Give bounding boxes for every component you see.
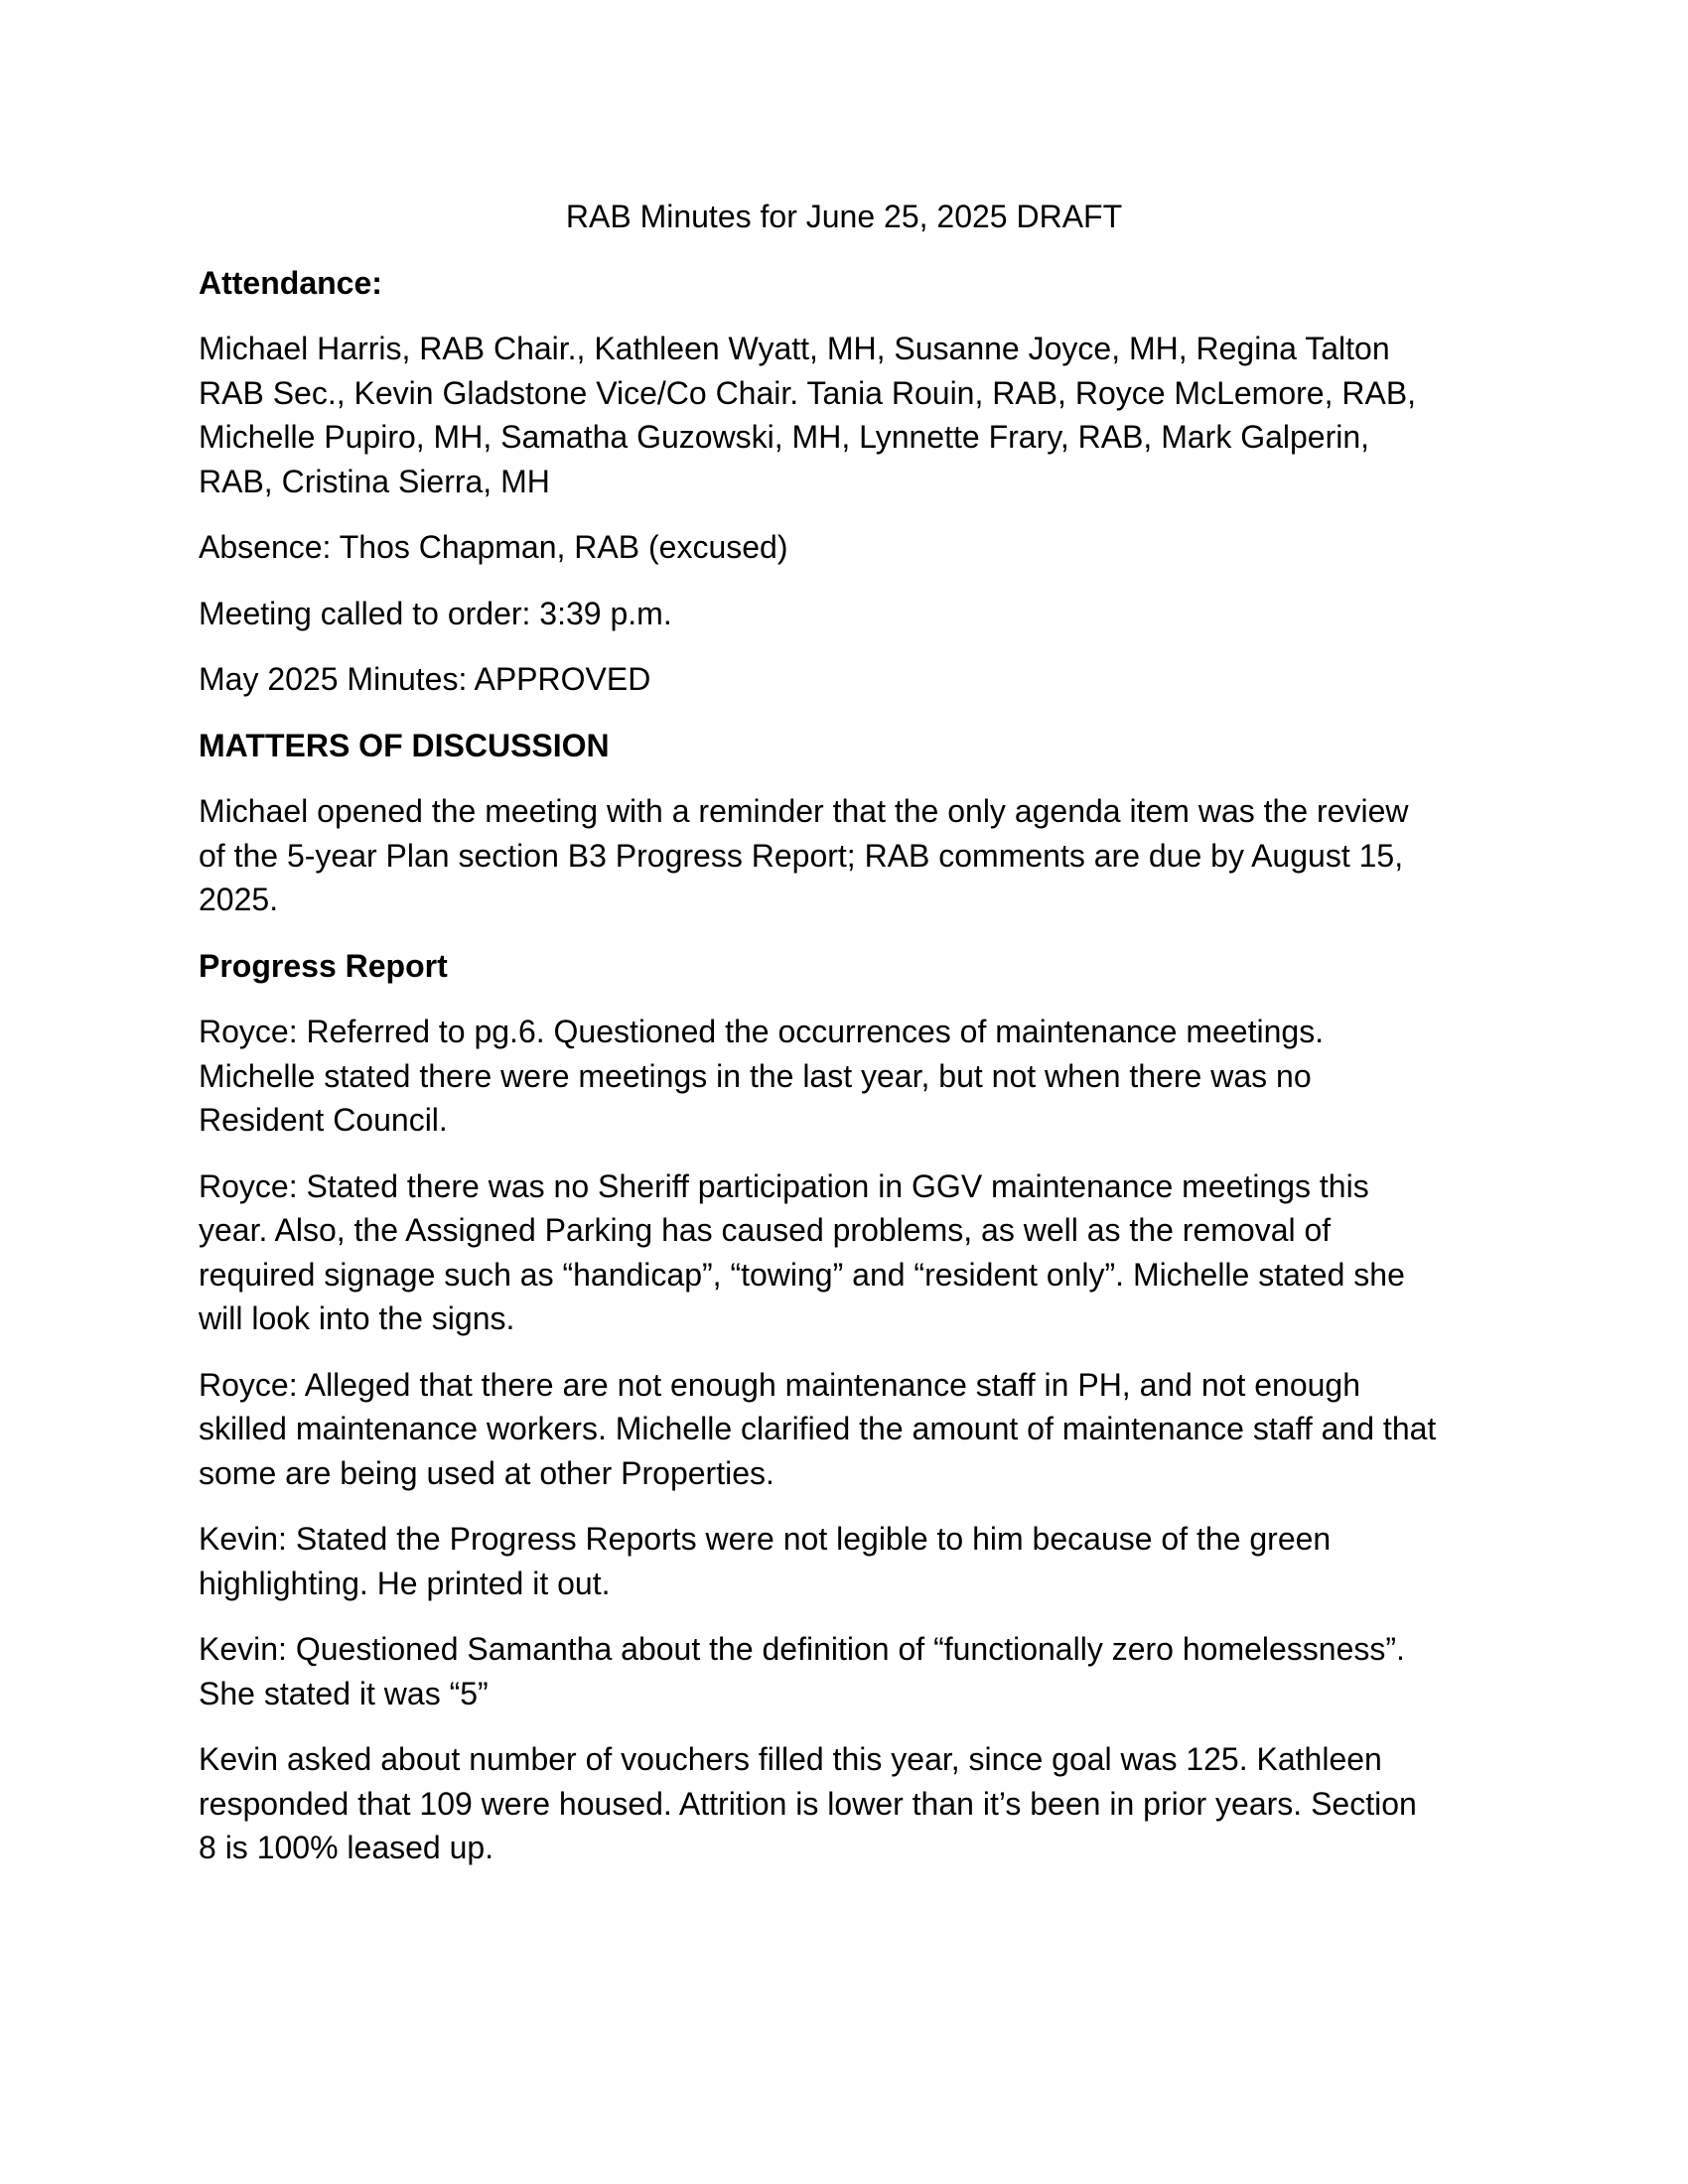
paragraph-line: Michael opened the meeting with a reminder that the only agenda item was the review bbox=[199, 793, 1409, 829]
prior-minutes-line: May 2025 Minutes: APPROVED bbox=[199, 661, 651, 697]
paragraph-line: Royce: Alleged that there are not enough maintenance staff in PH, and not enough bbox=[199, 1366, 1361, 1403]
absence-line: Absence: Thos Chapman, RAB (excused) bbox=[199, 529, 788, 565]
paragraph-line: Royce: Stated there was no Sheriff participation in GGV maintenance meetings this bbox=[199, 1167, 1369, 1204]
called-to-order-line: Meeting called to order: 3:39 p.m. bbox=[199, 595, 672, 631]
attendance-line: Michelle Pupiro, MH, Samatha Guzowski, MH, Lynnette Frary, RAB, Mark Galperin, bbox=[199, 419, 1370, 455]
discussion-paragraph bbox=[199, 1363, 1489, 1496]
paragraph-line: responded that 109 were housed. Attrition is lower than it’s been in prior years. Section bbox=[199, 1785, 1417, 1822]
document-title: RAB Minutes for June 25, 2025 DRAFT bbox=[565, 199, 1123, 234]
discussion-heading: MATTERS OF DISCUSSION bbox=[199, 727, 610, 763]
discussion-paragraph bbox=[199, 1737, 1489, 1870]
discussion-paragraph bbox=[199, 1627, 1489, 1715]
paragraph-line: Kevin: Questioned Samantha about the definition of “functionally zero homelessness”. bbox=[199, 1631, 1405, 1667]
attendance-line: RAB Sec., Kevin Gladstone Vice/Co Chair. Tania Rouin, RAB, Royce McLemore, RAB, bbox=[199, 374, 1417, 411]
opening-paragraph bbox=[199, 789, 1489, 922]
paragraph-line: year. Also, the Assigned Parking has caused problems, as well as the removal of bbox=[199, 1212, 1332, 1248]
attendance-heading: Attendance: bbox=[199, 264, 382, 301]
paragraph-line: skilled maintenance workers. Michelle clarified the amount of maintenance staff and that bbox=[199, 1411, 1437, 1446]
paragraph-line: Kevin: Stated the Progress Reports were not legible to him because of the green bbox=[199, 1521, 1332, 1557]
attendance-line: RAB, Cristina Sierra, MH bbox=[199, 463, 550, 499]
discussion-paragraph bbox=[199, 1517, 1489, 1605]
paragraph-line: She stated it was “5” bbox=[199, 1675, 489, 1711]
paragraph-line: highlighting. He printed it out. bbox=[199, 1565, 611, 1601]
paragraph-line: will look into the signs. bbox=[199, 1300, 515, 1336]
paragraph-line: Michelle stated there were meetings in the last year, but not when there was no bbox=[199, 1057, 1312, 1094]
discussion-paragraph bbox=[199, 1164, 1489, 1341]
paragraph-line: of the 5-year Plan section B3 Progress Report; RAB comments are due by August 15, bbox=[199, 837, 1404, 874]
paragraph-line: required signage such as “handicap”, “towing” and “resident only”. Michelle stated she bbox=[199, 1256, 1405, 1293]
paragraph-line: 8 is 100% leased up. bbox=[199, 1830, 494, 1865]
document-page bbox=[199, 195, 1489, 1892]
attendance-line: Michael Harris, RAB Chair., Kathleen Wyatt, MH, Susanne Joyce, MH, Regina Talton bbox=[199, 331, 1390, 366]
paragraph-line: Resident Council. bbox=[199, 1102, 448, 1138]
paragraph-line: some are being used at other Properties. bbox=[199, 1454, 774, 1491]
attendance-list bbox=[199, 327, 1489, 503]
discussion-paragraph bbox=[199, 1010, 1489, 1143]
paragraph-line: 2025. bbox=[199, 882, 279, 917]
paragraph-line: Kevin asked about number of vouchers filled this year, since goal was 125. Kathleen bbox=[199, 1741, 1382, 1777]
progress-report-heading: Progress Report bbox=[199, 947, 448, 984]
paragraph-line: Royce: Referred to pg.6. Questioned the occurrences of maintenance meetings. bbox=[199, 1014, 1325, 1049]
